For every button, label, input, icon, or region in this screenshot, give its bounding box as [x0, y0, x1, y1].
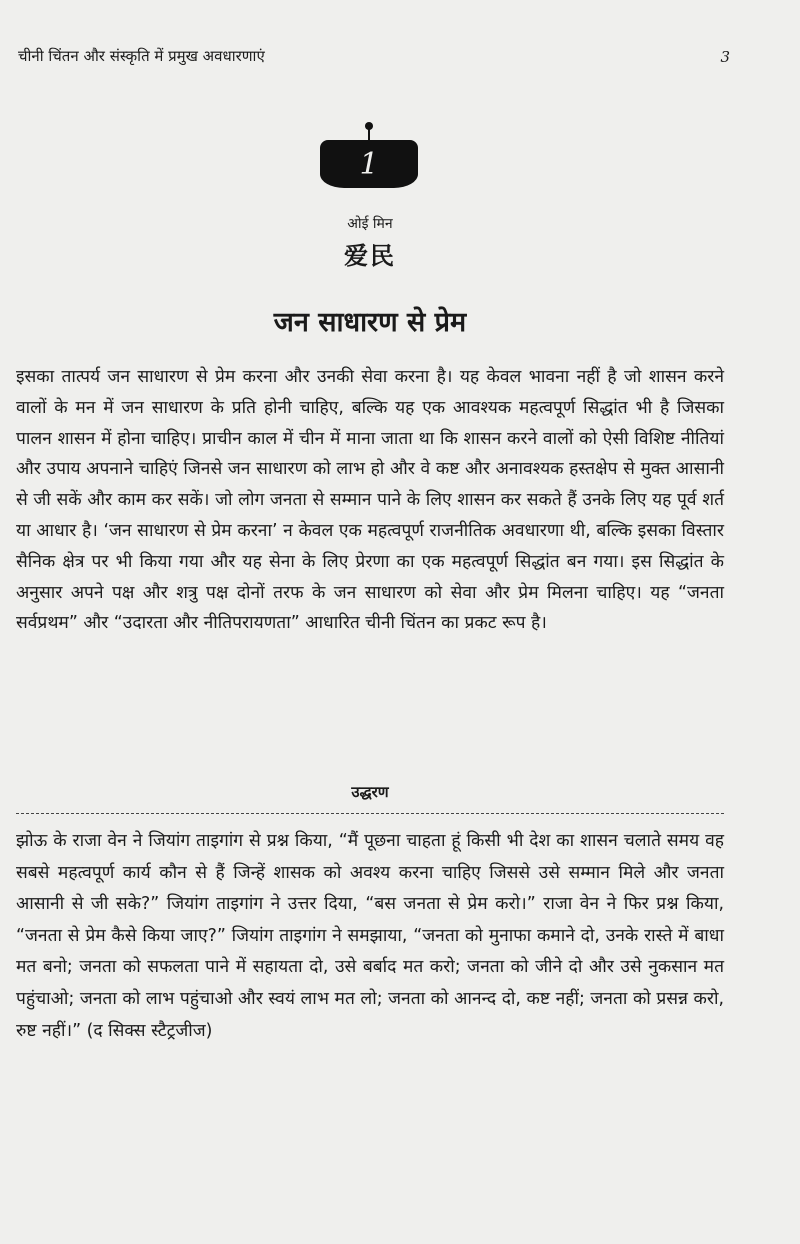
chapter-romanization: ओई मिन — [347, 216, 393, 232]
chapter-badge — [320, 126, 420, 192]
chapter-chinese-title: 爱民 — [344, 242, 396, 270]
quote-heading: उद्धरण — [351, 783, 389, 801]
page-number: 3 — [720, 48, 730, 66]
body-paragraph: इसका तात्पर्य जन साधारण से प्रेम करना और उनकी सेवा करना है। यह केवल भावना नहीं है जो शासन करने वालों के मन में जन साधारण के प्रति होनी चाहिए, बल्कि यह एक आवश्यक महत्वपूर्ण सिद्धांत भी है जिसका पालन शासन में होना चाहिए। प्राचीन काल में चीन में माना जाता था कि शासन करने वालों को ऐसी विशिष्ट नीतियां और उपाय अपनाने चाहिएं जिनसे जन साधारण को लाभ हो और वे कष्ट और अनावश्यक हस्तक्षेप से मुक्त आसानी से जी सकें और काम कर सकें। जो लोग जनता से सम्मान पाने के लिए शासन कर सकते हैं उनके लिए यह पूर्व शर्त या आधार है। ‘जन साधारण से प्रेम करना’ न केवल एक महत्वपूर्ण राजनीतिक अवधारणा थी, बल्कि इसका विस्तार सैनिक क्षेत्र पर भी किया गया और यह सेना के लिए प्रेरणा का एक महत्वपूर्ण सिद्धांत बन गया। इस सिद्धांत के अनुसार अपने पक्ष और शत्रु पक्ष दोनों तरफ के जन साधारण को सेवा और प्रेम मिलना चाहिए। यह “जनता सर्वप्रथम” और “उदारता और नीतिपरायणता” आधारित चीनी चिंतन का प्रकट रूप है। — [16, 367, 724, 634]
chapter-title: जन साधारण से प्रेम — [273, 307, 467, 338]
quote-paragraph: झोऊ के राजा वेन ने जियांग ताइगांग से प्रश्न किया, “मैं पूछना चाहता हूं किसी भी देश का शासन चलाते समय वह सबसे महत्वपूर्ण कार्य कौन से हैं जिन्हें शासक को अवश्य करना चाहिए जिससे उसे सम्मान मिले और जनता आसानी से जी सके?” जियांग ताइगांग ने उत्तर दिया, “बस जनता से प्रेम करो।” राजा वेन ने फिर प्रश्न किया, “जनता से प्रेम कैसे किया जाए?” जियांग ताइगांग ने समझाया, “जनता को मुनाफा कमाने दो, उनके रास्ते में बाधा मत बनो; जनता को सफलता पाने में सहायता दो, उसे बर्बाद मत करो; जनता को जीने दो और उसे नुकसान मत पहुंचाओ; जनता को लाभ पहुंचाओ और स्वयं लाभ मत लो; जनता को आनन्द दो, कष्ट नहीं; जनता को प्रसन्न करो, रुष्ट नहीं।” (द सिक्स स्टैट्रजीज) — [16, 831, 724, 1041]
running-head: चीनी चिंतन और संस्कृति में प्रमुख अवधारणाएं — [18, 47, 265, 65]
page-header — [18, 46, 730, 74]
badge-dot — [365, 122, 373, 130]
chapter-number: 1 — [320, 140, 418, 188]
dashed-divider — [16, 813, 724, 814]
